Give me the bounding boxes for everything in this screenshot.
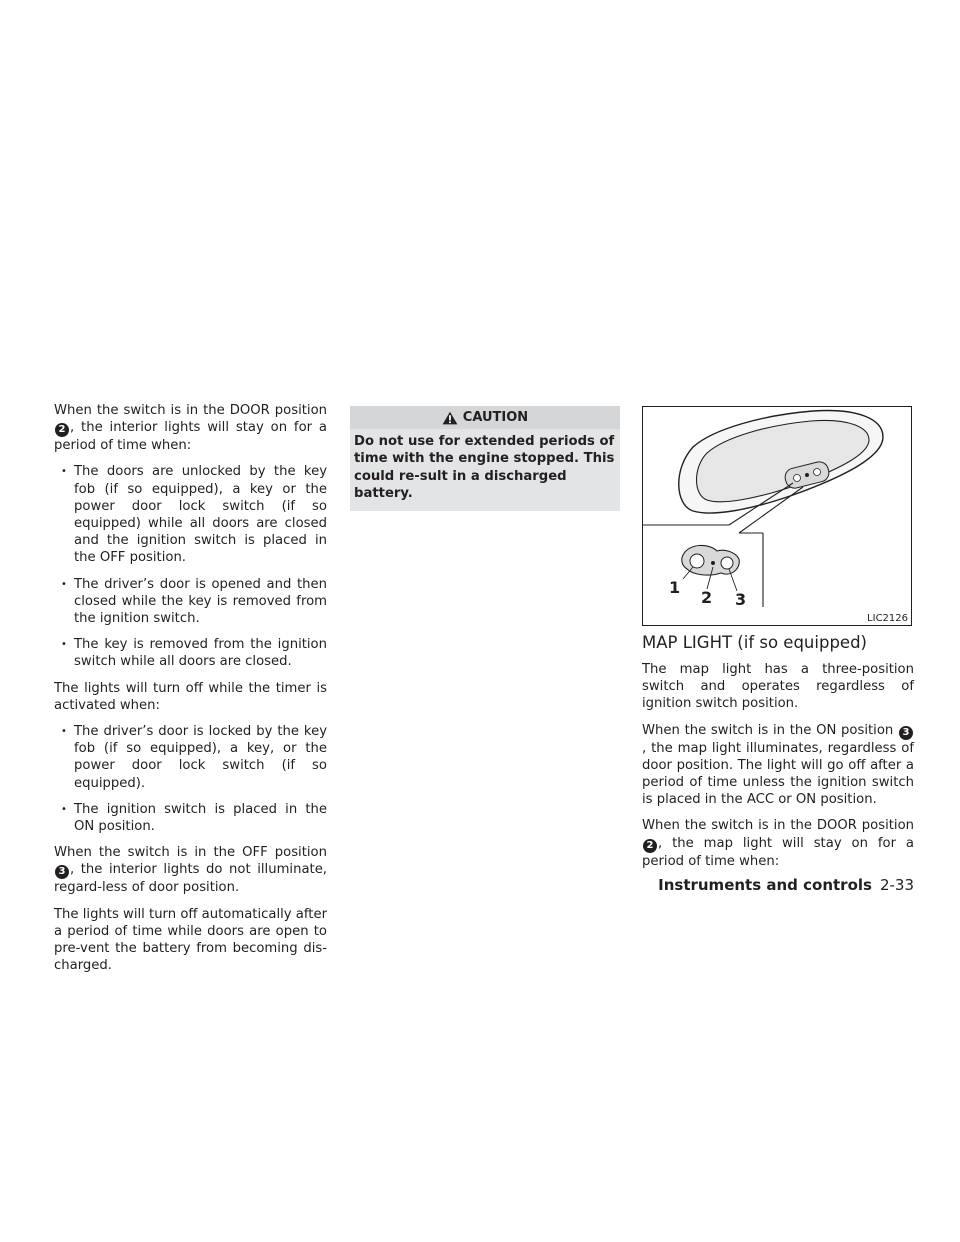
map-light-illustration bbox=[643, 407, 911, 625]
chapter-title: Instruments and controls bbox=[658, 876, 872, 894]
paragraph-timer: The lights will turn off while the timer is activated when: bbox=[54, 680, 327, 713]
paragraph-off-position: When the switch is in the OFF position 3 , the interior lights do not illuminate, regard-less of door position. bbox=[54, 845, 327, 896]
list-item: • The doors are unlocked by the key fob (if so equipped), a key or the power door lock switch (if so equipped) while all doors are closed and the ignition switch is placed in the OFF position. bbox=[54, 463, 327, 566]
paragraph-map-light-intro: The map light has a three-position switch and operates regardless of ignition switch position. bbox=[642, 662, 914, 712]
callout-marker-2: 2 bbox=[55, 423, 69, 437]
callout-marker-3: 3 bbox=[899, 726, 913, 740]
page-number: 2-33 bbox=[879, 876, 914, 894]
right-column bbox=[642, 661, 914, 879]
caution-header bbox=[350, 406, 620, 429]
caution-title: CAUTION bbox=[462, 409, 529, 425]
middle-column bbox=[350, 406, 620, 511]
callout-2: 2 bbox=[701, 588, 713, 607]
caution-text: Do not use for extended periods of time with the engine stopped. This could re-sult in a discharged battery. bbox=[354, 434, 615, 502]
callout-3: 3 bbox=[735, 590, 747, 609]
callout-marker-2: 2 bbox=[643, 839, 657, 853]
bullet-list-lights-off bbox=[54, 723, 327, 835]
figure-code: LIC2126 bbox=[867, 613, 908, 624]
paragraph-map-on-position: When the switch is in the ON position 3, the map light illuminates, regardless of door position. The light will go off after a period of time unless the ignition switch is placed in the ACC or ON position. bbox=[642, 722, 914, 808]
callout-1: 1 bbox=[669, 578, 681, 597]
list-item: • The driver’s door is opened and then closed while the key is removed from the ignition switch. bbox=[54, 576, 327, 628]
paragraph-auto-off: The lights will turn off automatically after a period of time while doors are open to pre-vent the battery from becoming dis-charged. bbox=[54, 906, 327, 974]
map-light-figure bbox=[642, 406, 912, 626]
list-item: • The driver’s door is locked by the key fob (if so equipped), a key, or the power door lock switch (if so equipped). bbox=[54, 723, 327, 792]
section-heading-map-light: MAP LIGHT (if so equipped) bbox=[642, 633, 867, 652]
left-column bbox=[54, 402, 327, 983]
bullet-list-lights-on bbox=[54, 463, 327, 670]
caution-box bbox=[350, 406, 620, 511]
list-item: • The key is removed from the ignition switch while all doors are closed. bbox=[54, 636, 327, 670]
callout-marker-3: 3 bbox=[55, 865, 69, 879]
paragraph-map-door-position: When the switch is in the DOOR position 2 , the map light will stay on for a period of time when: bbox=[642, 818, 914, 869]
paragraph-door-position: When the switch is in the DOOR position 2 , the interior lights will stay on for a period of time when: bbox=[54, 403, 327, 454]
warning-triangle-icon bbox=[442, 411, 458, 425]
page-footer bbox=[658, 876, 914, 894]
list-item: • The ignition switch is placed in the ON position. bbox=[54, 801, 327, 835]
